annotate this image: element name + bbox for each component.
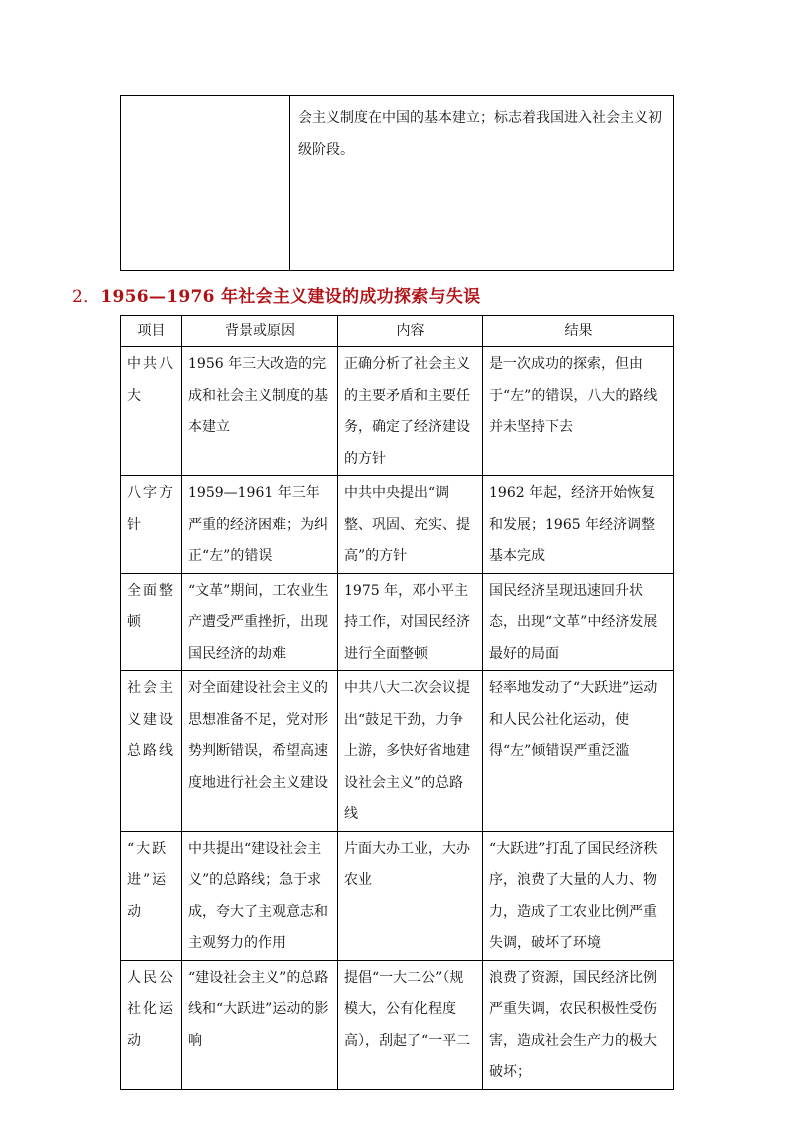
row-result: 是一次成功的探索，但由于“左”的错误，八大的路线并未坚持下去 <box>483 347 674 476</box>
row-content: 中共中央提出“调整、巩固、充实、提高”的方针 <box>338 476 483 574</box>
row-item: 人民公社化运动 <box>121 960 182 1089</box>
row-background: 1956 年三大改造的完成和社会主义制度的基本建立 <box>182 347 338 476</box>
column-header-background: 背景或原因 <box>182 316 338 347</box>
table-row <box>121 347 674 476</box>
row-item: “大跃进”运动 <box>121 831 182 960</box>
table-cell-empty <box>121 96 290 271</box>
row-background: 对全面建设社会主义的思想准备不足，党对形势判断错误，希望高速度地进行社会主义建设 <box>182 671 338 832</box>
row-content: 正确分析了社会主义的主要矛盾和主要任务，确定了经济建设的方针 <box>338 347 483 476</box>
row-result: “大跃进”打乱了国民经济秩序，浪费了大量的人力、物力，造成了工农业比例严重失调，破坏了环境 <box>483 831 674 960</box>
section-title: 1956—1976 年社会主义建设的成功探索与失误 <box>100 287 481 307</box>
row-content: 中共八大二次会议提出“鼓足干劲，力争上游，多快好省地建设社会主义”的总路线 <box>338 671 483 832</box>
row-result: 轻率地发动了“大跃进”运动和人民公社化运动，使得“左”倾错误严重泛滥 <box>483 671 674 832</box>
table-row <box>121 96 674 271</box>
row-result: 浪费了资源，国民经济比例严重失调，农民积极性受伤害，造成社会生产力的极大破坏； <box>483 960 674 1089</box>
row-background: “文革”期间，工农业生产遭受严重挫折，出现国民经济的劫难 <box>182 573 338 671</box>
row-content: 提倡“一大二公”（规模大，公有化程度高），刮起了“一平二 <box>338 960 483 1089</box>
table-row <box>121 831 674 960</box>
table-row <box>121 960 674 1089</box>
table-row <box>121 573 674 671</box>
row-result: 1962 年起，经济开始恢复和发展；1965 年经济调整基本完成 <box>483 476 674 574</box>
column-header-result: 结果 <box>483 316 674 347</box>
top-table-continuation <box>120 95 674 271</box>
exploration-table <box>120 315 674 1090</box>
column-header-content: 内容 <box>338 316 483 347</box>
row-content: 1975 年，邓小平主持工作，对国民经济进行全面整顿 <box>338 573 483 671</box>
table-header-row <box>121 316 674 347</box>
row-item: 全面整顿 <box>121 573 182 671</box>
row-content: 片面大办工业，大办农业 <box>338 831 483 960</box>
row-result: 国民经济呈现迅速回升状态，出现“文革”中经济发展最好的局面 <box>483 573 674 671</box>
section-number: 2． <box>72 287 101 307</box>
row-background: 中共提出“建设社会主义”的总路线；急于求成，夸大了主观意志和主观努力的作用 <box>182 831 338 960</box>
table-row <box>121 476 674 574</box>
row-item: 中共八大 <box>121 347 182 476</box>
column-header-item: 项目 <box>121 316 182 347</box>
table-row <box>121 671 674 832</box>
row-item: 八字方针 <box>121 476 182 574</box>
row-background: 1959—1961 年三年严重的经济困难；为纠正“左”的错误 <box>182 476 338 574</box>
row-item: 社会主义建设总路线 <box>121 671 182 832</box>
row-background: “建设社会主义”的总路线和“大跃进”运动的影响 <box>182 960 338 1089</box>
table-cell-text: 会主义制度在中国的基本建立；标志着我国进入社会主义初级阶段。 <box>290 96 674 271</box>
section-heading <box>72 282 480 307</box>
